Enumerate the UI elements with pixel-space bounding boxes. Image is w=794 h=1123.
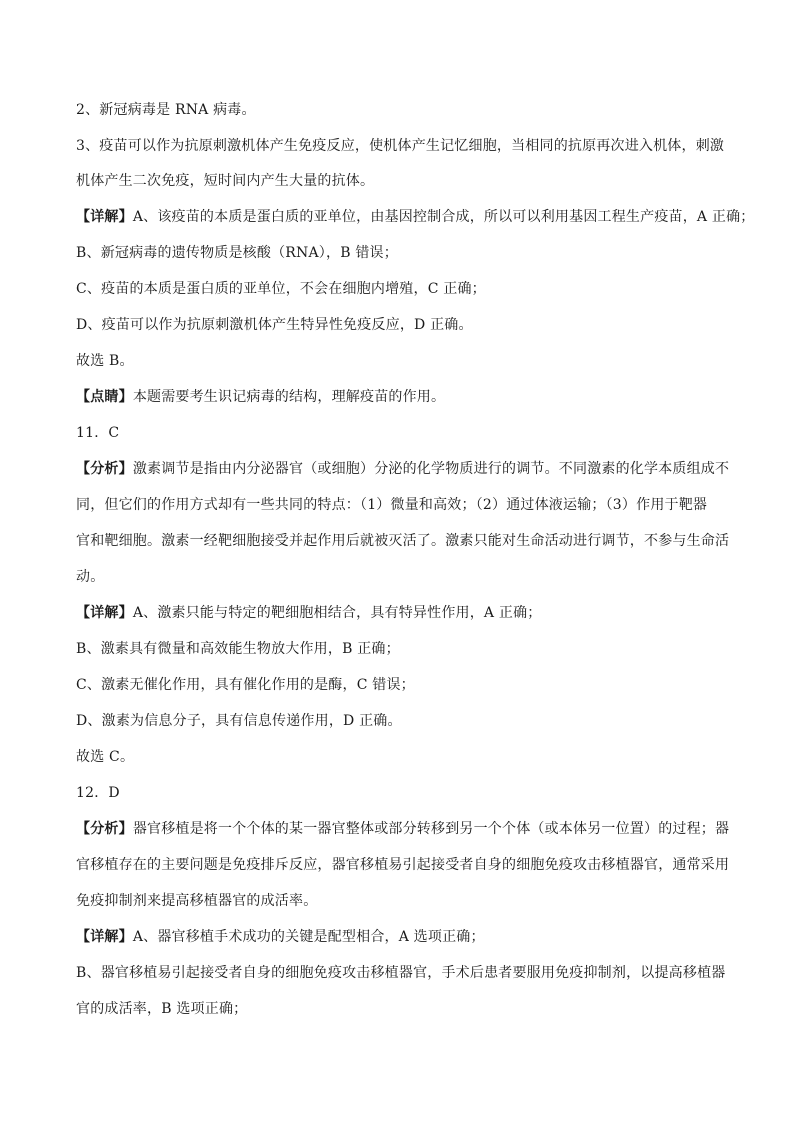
text-line: 2、新冠病毒是 RNA 病毒。 <box>76 102 256 118</box>
text-line: C、激素无催化作用，具有催化作用的是酶，C 错误； <box>76 677 415 693</box>
text-line: 【详解】A、激素只能与特定的靶细胞相结合，具有特异性作用，A 正确； <box>76 605 542 621</box>
text-line: 官移植存在的主要问题是免疫排斥反应，器官移植易引起接受者自身的细胞免疫攻击移植器官，通常采用 <box>76 857 730 873</box>
section-tag: 【分析】 <box>76 821 133 837</box>
text-line: B、器官移植易引起接受者自身的细胞免疫攻击移植器官，手术后患者要服用免疫抑制剂，以提高移植器 <box>76 965 726 981</box>
question-number: 12．D <box>76 785 120 801</box>
section-tag: 【详解】 <box>76 209 133 225</box>
text-line: 免疫抑制剂来提高移植器官的成活率。 <box>76 893 318 909</box>
section-tag: 【详解】 <box>76 605 133 621</box>
text-line: D、疫苗可以作为抗原刺激机体产生特异性免疫反应，D 正确。 <box>76 317 473 333</box>
question-number: 11．C <box>76 425 120 441</box>
text-line: 动。 <box>76 569 105 585</box>
text-line: 3、疫苗可以作为抗原刺激机体产生免疫反应，使机体产生记忆细胞，当相同的抗原再次进入机体，刺激 <box>76 138 725 154</box>
section-tag: 【详解】 <box>76 929 133 945</box>
text-line: 机体产生二次免疫，短时间内产生大量的抗体。 <box>76 173 375 189</box>
text-line: 故选 C。 <box>76 749 135 765</box>
text-line: 【详解】A、该疫苗的本质是蛋白质的亚单位，由基因控制合成，所以可以利用基因工程生产疫苗，A 正确； <box>76 209 755 225</box>
text-line: C、疫苗的本质是蛋白质的亚单位，不会在细胞内增殖，C 正确； <box>76 281 486 297</box>
text-line: B、激素具有微量和高效能生物放大作用，B 正确； <box>76 641 400 657</box>
text-line: 官和靶细胞。激素一经靶细胞接受并起作用后就被灭活了。激素只能对生命活动进行调节，不参与生命活 <box>76 533 730 549</box>
section-tag: 【分析】 <box>76 461 133 477</box>
text-line: 故选 B。 <box>76 353 134 369</box>
section-tag: 【点睛】 <box>76 389 133 405</box>
text-line: 【分析】激素调节是指由内分泌器官（或细胞）分泌的化学物质进行的调节。不同激素的化学本质组成不 <box>76 461 730 477</box>
text-line: 同，但它们的作用方式却有一些共同的特点：（1）微量和高效；（2）通过体液运输；（3）作用于靶器 <box>76 497 708 513</box>
text-line: D、激素为信息分子，具有信息传递作用，D 正确。 <box>76 713 402 729</box>
text-line: 官的成活率，B 选项正确； <box>76 1001 248 1017</box>
text-line: 【分析】器官移植是将一个个体的某一器官整体或部分转移到另一个个体（或本体另一位置）的过程；器 <box>76 821 730 837</box>
text-line: 【详解】A、器官移植手术成功的关键是配型相合，A 选项正确； <box>76 929 485 945</box>
text-line: 【点睛】本题需要考生识记病毒的结构，理解疫苗的作用。 <box>76 389 446 405</box>
text-line: B、新冠病毒的遗传物质是核酸（RNA），B 错误； <box>76 245 398 261</box>
